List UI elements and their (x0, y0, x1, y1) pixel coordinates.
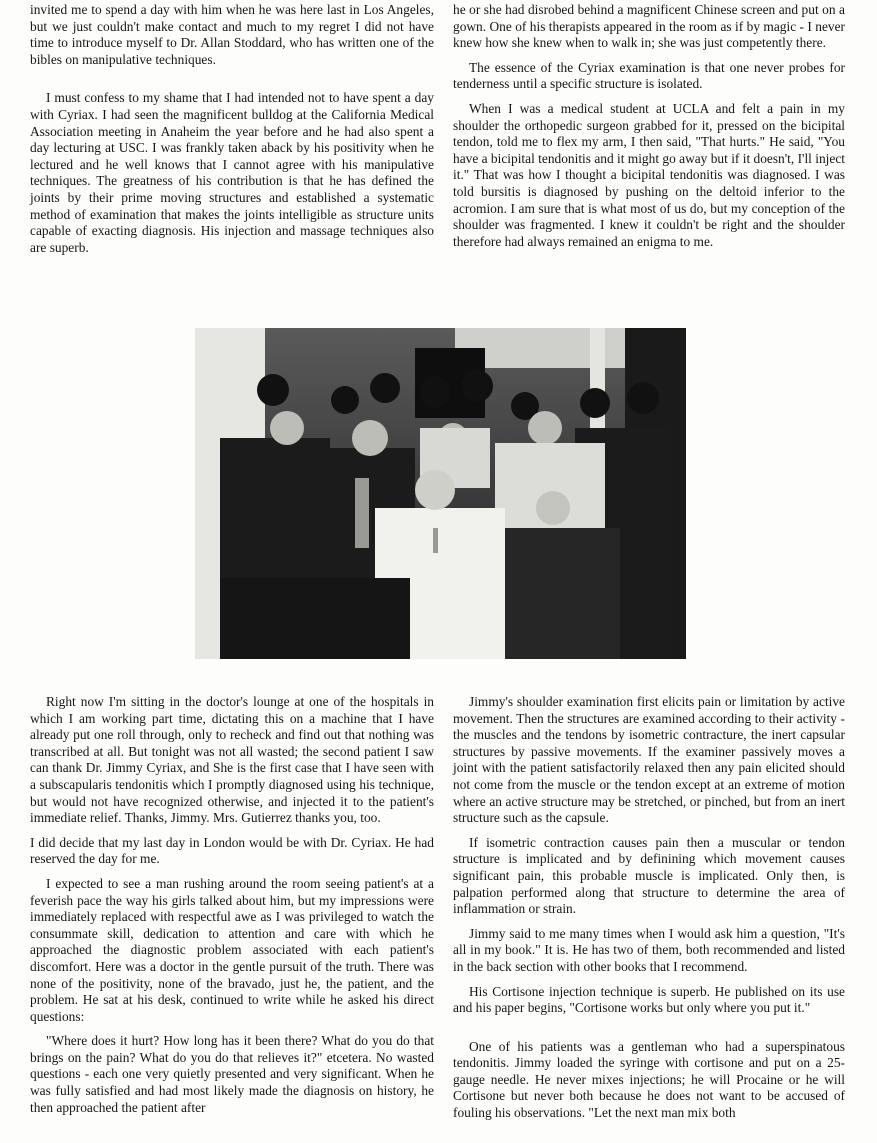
paragraph: I did decide that my last day in London would be with Dr. Cyriax. He had reserved the day for me. (30, 834, 434, 867)
paragraph: he or she had disrobed behind a magnificent Chinese screen and put on a gown. One of his therapists appeared in the room as if by magic - I never knew how she knew when to walk in; she was just competently there. (453, 2, 845, 51)
paragraph: When I was a medical student at UCLA and felt a pain in my shoulder the orthopedic surgeon grabbed for it, pressed on the bicipital tendon, told me to flex my arm, I then said, "That hurts." He said, "You have a bicipital tendonitis and it might go away but if it doesn't, I'll inject it." That was how I thought a bicipital tendonitis was diagnosed. I was told bursitis is diagnosed by pushing on the deltoid inferior to the acromion. I am sure that is what most of us do, but my conception of the shoulder was fragmented. I knew it couldn't be right and the shoulder therefore had always remained an enigma to me. (453, 100, 845, 249)
paragraph: Jimmy said to me many times when I would ask him a question, "It's all in my book." It is. He has two of them, both recommended and listed in the back section with other books that I recommend. (453, 925, 845, 974)
paragraph: Right now I'm sitting in the doctor's lounge at one of the hospitals in which I am working part time, dictating this on a machine that I have already put one roll through, only to recheck and find out that nothing was transcribed at all. But tonight was not all wasted; the second patient I saw can thank Dr. Jimmy Cyriax, and She is the first case that I have seen with a subscapularis tendonitis which I promptly diagnosed using his technique, but would not have recognized otherwise, and injected it to the patient's immediate relief. Thanks, Jimmy. Mrs. Gutierrez thanks you, too. (30, 694, 434, 826)
group-photo-image (195, 328, 686, 659)
paragraph: invited me to spend a day with him when he was here last in Los Angeles, but we just couldn't make contact and much to my regret I did not have time to introduce myself to Dr. Allan Stoddard, who has written one of the bibles on manipulative techniques. (30, 2, 434, 67)
paragraph: The essence of the Cyriax examination is that one never probes for tenderness until a specific structure is isolated. (453, 59, 845, 92)
paragraph: One of his patients was a gentleman who had a superspinatous tendonitis. Jimmy loaded the syringe with cortisone and put on a 25-gauge needle. He never mixes injections; he will Procaine or he will Cortisone but never both because he does not want to be accused of fouling his observations. "Let the next man mix both (453, 1038, 845, 1121)
paragraph: If isometric contraction causes pain then a muscular or tendon structure is implicated and by definining which movement causes significant pain, this probable muscle is implicated. Only then, is palpation performed along that structure to determine the area of inflammation or strain. (453, 834, 845, 917)
paragraph: His Cortisone injection technique is superb. He published on its use and his paper begins, "Cortisone works but only where you put it." (453, 983, 845, 1016)
paragraph: I must confess to my shame that I had intended not to have spent a day with Cyriax. I had seen the magnificent bulldog at the California Medical Association meeting in Anaheim the year before and he had also spent a day lecturing at USC. I was frankly taken aback by his positivity when he lectured and he well knows that I cannot agree with his manipulative techniques. The greatness of his contribution is that he has defined the joints by their prime moving structures and established a systematic method of examination that makes the joints intelligible as structure units capable of exacting diagnosis. His injection and massage techniques also are superb. (30, 90, 434, 255)
paragraph: Jimmy's shoulder examination first elicits pain or limitation by active movement. Then the structures are examined according to their activity - the muscles and the tendons by isometric contracture, the inert capsular structures by passive movements. If the examiner passively moves a joint with the patient satisfactorily relaxed then any pain elicited should not come from the muscle or the tendon except at an extreme of motion where an active structure may be stretched, or pinched, but from an inert structure such as the capsule. (453, 694, 845, 826)
text-column-top-left (30, 2, 434, 264)
text-column-top-right (453, 2, 845, 258)
paragraph: "Where does it hurt? How long has it been there? What do you do that brings on the pain? What do you do that relieves it?" etcetera. No wasted questions - each one very quietly presented and very significant. When he was fully satisfied and had most likely made the diagnosis on history, he then approached the patient after (30, 1033, 434, 1115)
paragraph: I expected to see a man rushing around the room seeing patient's at a feverish pace the way his girls talked about him, but my impressions were immediately replaced with respectful awe as I was privileged to watch the consummate skill, dedication to attention and care with which he approached the diagnostic problem associated with each patient's discomfort. Here was a doctor in the gentle pursuit of the truth. There was none of the positivity, none of the bravado, just he, the patient, and the problem. He sat at his desk, continued to write while he asked his direct questions: (30, 875, 434, 1024)
group-photograph (195, 328, 686, 659)
text-column-bottom-right (453, 694, 845, 1130)
text-column-bottom-left (30, 694, 434, 1124)
